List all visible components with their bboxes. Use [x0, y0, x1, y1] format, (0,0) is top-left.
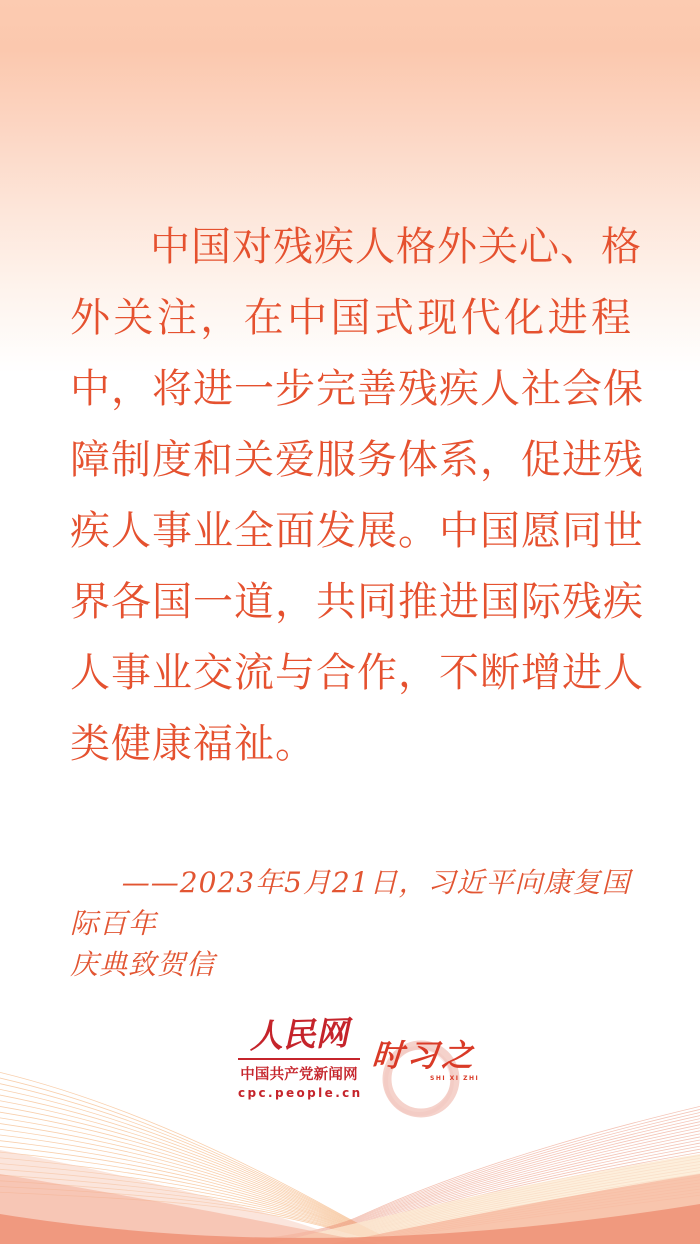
- quote-line: 界各国一道，共同推进国际残疾: [70, 579, 644, 625]
- quote-line: 障制度和关爱服务体系，促进残: [70, 437, 644, 483]
- attribution: [70, 862, 636, 985]
- shixizhi-subtitle: SHI XI ZHI: [430, 1075, 480, 1082]
- quote-line: 类健康福祉。: [70, 721, 316, 767]
- quote-line: 人事业交流与合作，不断增进人: [70, 650, 644, 696]
- quote-line: 中国对残疾人格外关心、格: [150, 224, 642, 270]
- footer-logos: [0, 1005, 700, 1125]
- quote-text: [70, 212, 644, 780]
- attribution-line: 庆典致贺信: [70, 948, 216, 981]
- peoples-daily-logo: [238, 1013, 363, 1100]
- quote-line: 外关注，在中国式现代化进程: [70, 295, 632, 341]
- shixizhi-title: 时习之: [370, 1038, 479, 1074]
- cpc-news-site-name: 中国共产党新闻网: [240, 1067, 358, 1083]
- attribution-line: ——2023年5月21日，习近平向康复国际百年: [70, 866, 631, 940]
- peoples-daily-calligraphy: 人民网: [248, 1013, 350, 1056]
- cpc-news-domain: cpc.people.cn: [238, 1086, 363, 1100]
- quote-line: 疾人事业全面发展。中国愿同世: [70, 508, 644, 554]
- shixizhi-logo: [372, 1025, 488, 1125]
- quote-line: 中，将进一步完善残疾人社会保: [70, 366, 644, 412]
- logo-divider-line: [238, 1058, 360, 1060]
